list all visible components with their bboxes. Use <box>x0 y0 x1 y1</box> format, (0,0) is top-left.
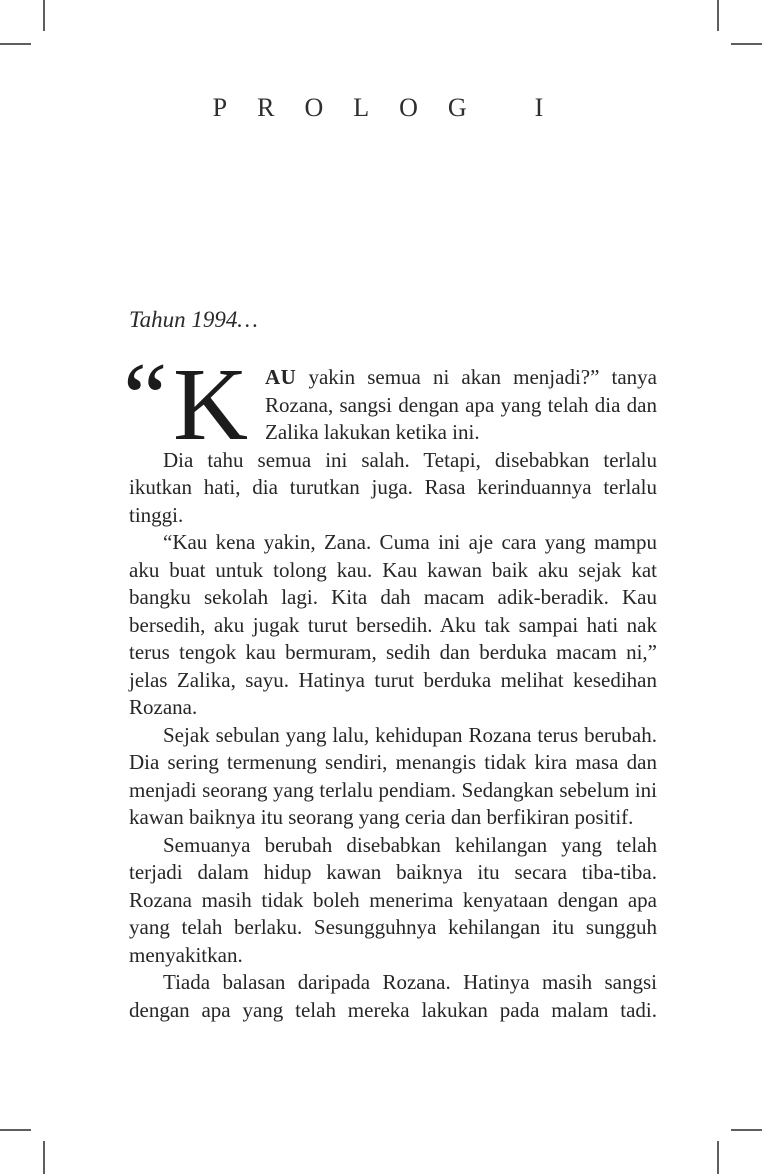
paragraph: Dia tahu semua ini salah. Tetapi, disebabkan terlalu ikutkan hati, dia turutkan juga. Rasa kerinduannya terlalu tinggi. <box>129 447 657 527</box>
crop-mark-bottom-left-horizontal <box>0 1129 31 1131</box>
open-quote-mark: “ <box>123 342 168 453</box>
crop-mark-top-right-vertical <box>717 0 719 31</box>
page-title-word: PROLOG <box>212 93 497 122</box>
crop-mark-top-left-vertical <box>43 0 45 31</box>
date-line: Tahun 1994… <box>129 307 258 332</box>
page-title-numeral: I <box>534 93 574 122</box>
dropcap <box>123 342 265 462</box>
paragraph: “Kau kena yakin, Zana. Cuma ini aje cara yang mampu aku buat untuk tolong kau. Kau kawan baik aku sejak kat bangku sekolah lagi. Kita dah macam adik-beradik. Kau bersedih, aku jugak turut bersedih. Aku tak sampai hati nak terus tengok kau bermuram, sedih dan berduka macam ni,” jelas Zalika, sayu. Hatinya turut berduka melihat kesedihan Rozana. <box>129 530 657 719</box>
crop-mark-top-left-horizontal <box>0 43 31 45</box>
crop-mark-bottom-right-horizontal <box>731 1129 762 1131</box>
paragraph: Tiada balasan daripada Rozana. Hatinya masih sangsi dengan apa yang telah mereka lakukan pada malam tadi. <box>129 970 657 1022</box>
paragraph: Sejak sebulan yang lalu, kehidupan Rozana terus berubah. Dia sering termenung sendiri, menangis tidak kira masa dan menjadi seorang yang terlalu pendiam. Sedangkan sebelum ini kawan baiknya itu seorang yang ceria dan berfikiran positif. <box>129 722 657 829</box>
lead-caps: AU <box>265 365 297 389</box>
dropcap-letter: K <box>173 347 249 462</box>
text-block <box>123 0 657 1024</box>
opening-paragraph-text: yakin semua ni akan menjadi?” tanya Rozana, sangsi dengan apa yang telah dia dan Zalika lakukan ketika ini. <box>265 365 657 444</box>
page-title <box>129 93 657 123</box>
body-text <box>123 342 657 1024</box>
crop-mark-top-right-horizontal <box>731 43 762 45</box>
crop-mark-bottom-left-vertical <box>43 1141 45 1174</box>
paragraph: Semuanya berubah disebabkan kehilangan yang telah terjadi dalam hidup kawan baiknya itu secara tiba-tiba. Rozana masih tidak boleh menerima kenyataan dengan apa yang telah berlaku. Sesungguhnya kehilangan itu sungguh menyakitkan. <box>129 832 657 967</box>
opening-paragraph <box>123 342 657 462</box>
crop-mark-bottom-right-vertical <box>717 1141 719 1174</box>
